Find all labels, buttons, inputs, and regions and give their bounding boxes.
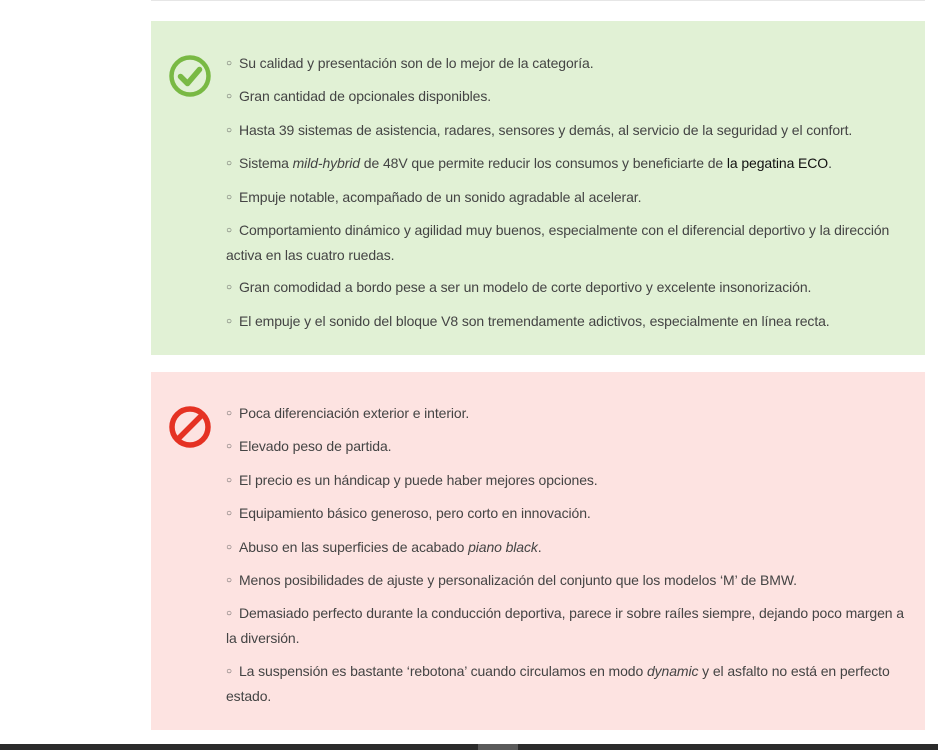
list-item: ○ La suspensión es bastante ‘rebotona’ cuando circulamos en modo dynamic y el asfalto no está en perfecto estado. xyxy=(226,662,890,704)
pros-box xyxy=(151,21,925,355)
bullet-icon: ○ xyxy=(226,665,232,677)
bullet-icon: ○ xyxy=(226,441,232,453)
list-item: ○ Menos posibilidades de ajuste y personalización del conjunto que los modelos ‘M’ de BMW. xyxy=(226,571,797,588)
bullet-icon: ○ xyxy=(226,541,232,553)
bullet-icon: ○ xyxy=(226,224,232,236)
list-item: ○ Equipamiento básico generoso, pero corto en innovación. xyxy=(226,505,591,522)
eco-sticker-link[interactable]: la pegatina ECO xyxy=(726,155,829,172)
check-circle-icon xyxy=(168,54,212,98)
bullet-icon: ○ xyxy=(226,474,232,486)
bottom-bar-segment xyxy=(478,744,518,750)
list-item: ○ Comportamiento dinámico y agilidad muy buenos, especialmente con el diferencial deportivo y la dirección activa en las cuatro ruedas. xyxy=(226,221,890,263)
list-item: ○ Sistema mild-hybrid de 48V que permite reducir los consumos y beneficiarte de la pegatina ECO. xyxy=(226,155,832,172)
ban-icon xyxy=(168,405,212,449)
list-item: ○ El precio es un hándicap y puede haber mejores opciones. xyxy=(226,471,598,488)
list-item: ○ Demasiado perfecto durante la conducción deportiva, parece ir sobre raíles siempre, dejando poco margen a la diversión. xyxy=(226,605,904,647)
bullet-icon: ○ xyxy=(226,608,232,620)
list-item: ○ Abuso en las superficies de acabado piano black. xyxy=(226,538,542,555)
list-item: ○ Poca diferenciación exterior e interior. xyxy=(226,405,470,421)
pros-list xyxy=(226,51,911,342)
bullet-icon: ○ xyxy=(226,574,232,586)
cons-list xyxy=(226,401,911,716)
list-item: ○ Gran cantidad de opcionales disponibles. xyxy=(226,88,492,105)
list-item: ○ Gran comodidad a bordo pese a ser un modelo de corte deportivo y excelente insonorización. xyxy=(226,279,812,296)
bullet-icon: ○ xyxy=(226,124,232,136)
bullet-icon: ○ xyxy=(226,315,232,327)
bullet-icon: ○ xyxy=(226,158,232,170)
list-item: ○ Hasta 39 sistemas de asistencia, radares, sensores y demás, al servicio de la seguridad y el confort. xyxy=(226,121,853,138)
top-divider xyxy=(151,0,925,1)
cons-box xyxy=(151,372,925,730)
list-item: ○ Empuje notable, acompañado de un sonido agradable al acelerar. xyxy=(226,188,642,205)
bullet-icon: ○ xyxy=(226,508,232,520)
bullet-icon: ○ xyxy=(226,191,232,203)
bullet-icon: ○ xyxy=(226,58,232,69)
bottom-bar xyxy=(0,744,938,750)
list-item: ○ El empuje y el sonido del bloque V8 son tremendamente adictivos, especialmente en línea recta. xyxy=(226,312,830,329)
bullet-icon: ○ xyxy=(226,282,232,294)
list-item: ○ Su calidad y presentación son de lo mejor de la categoría. xyxy=(226,55,594,71)
bullet-icon: ○ xyxy=(226,91,232,103)
list-item: ○ Elevado peso de partida. xyxy=(226,438,392,455)
bullet-icon: ○ xyxy=(226,408,232,419)
